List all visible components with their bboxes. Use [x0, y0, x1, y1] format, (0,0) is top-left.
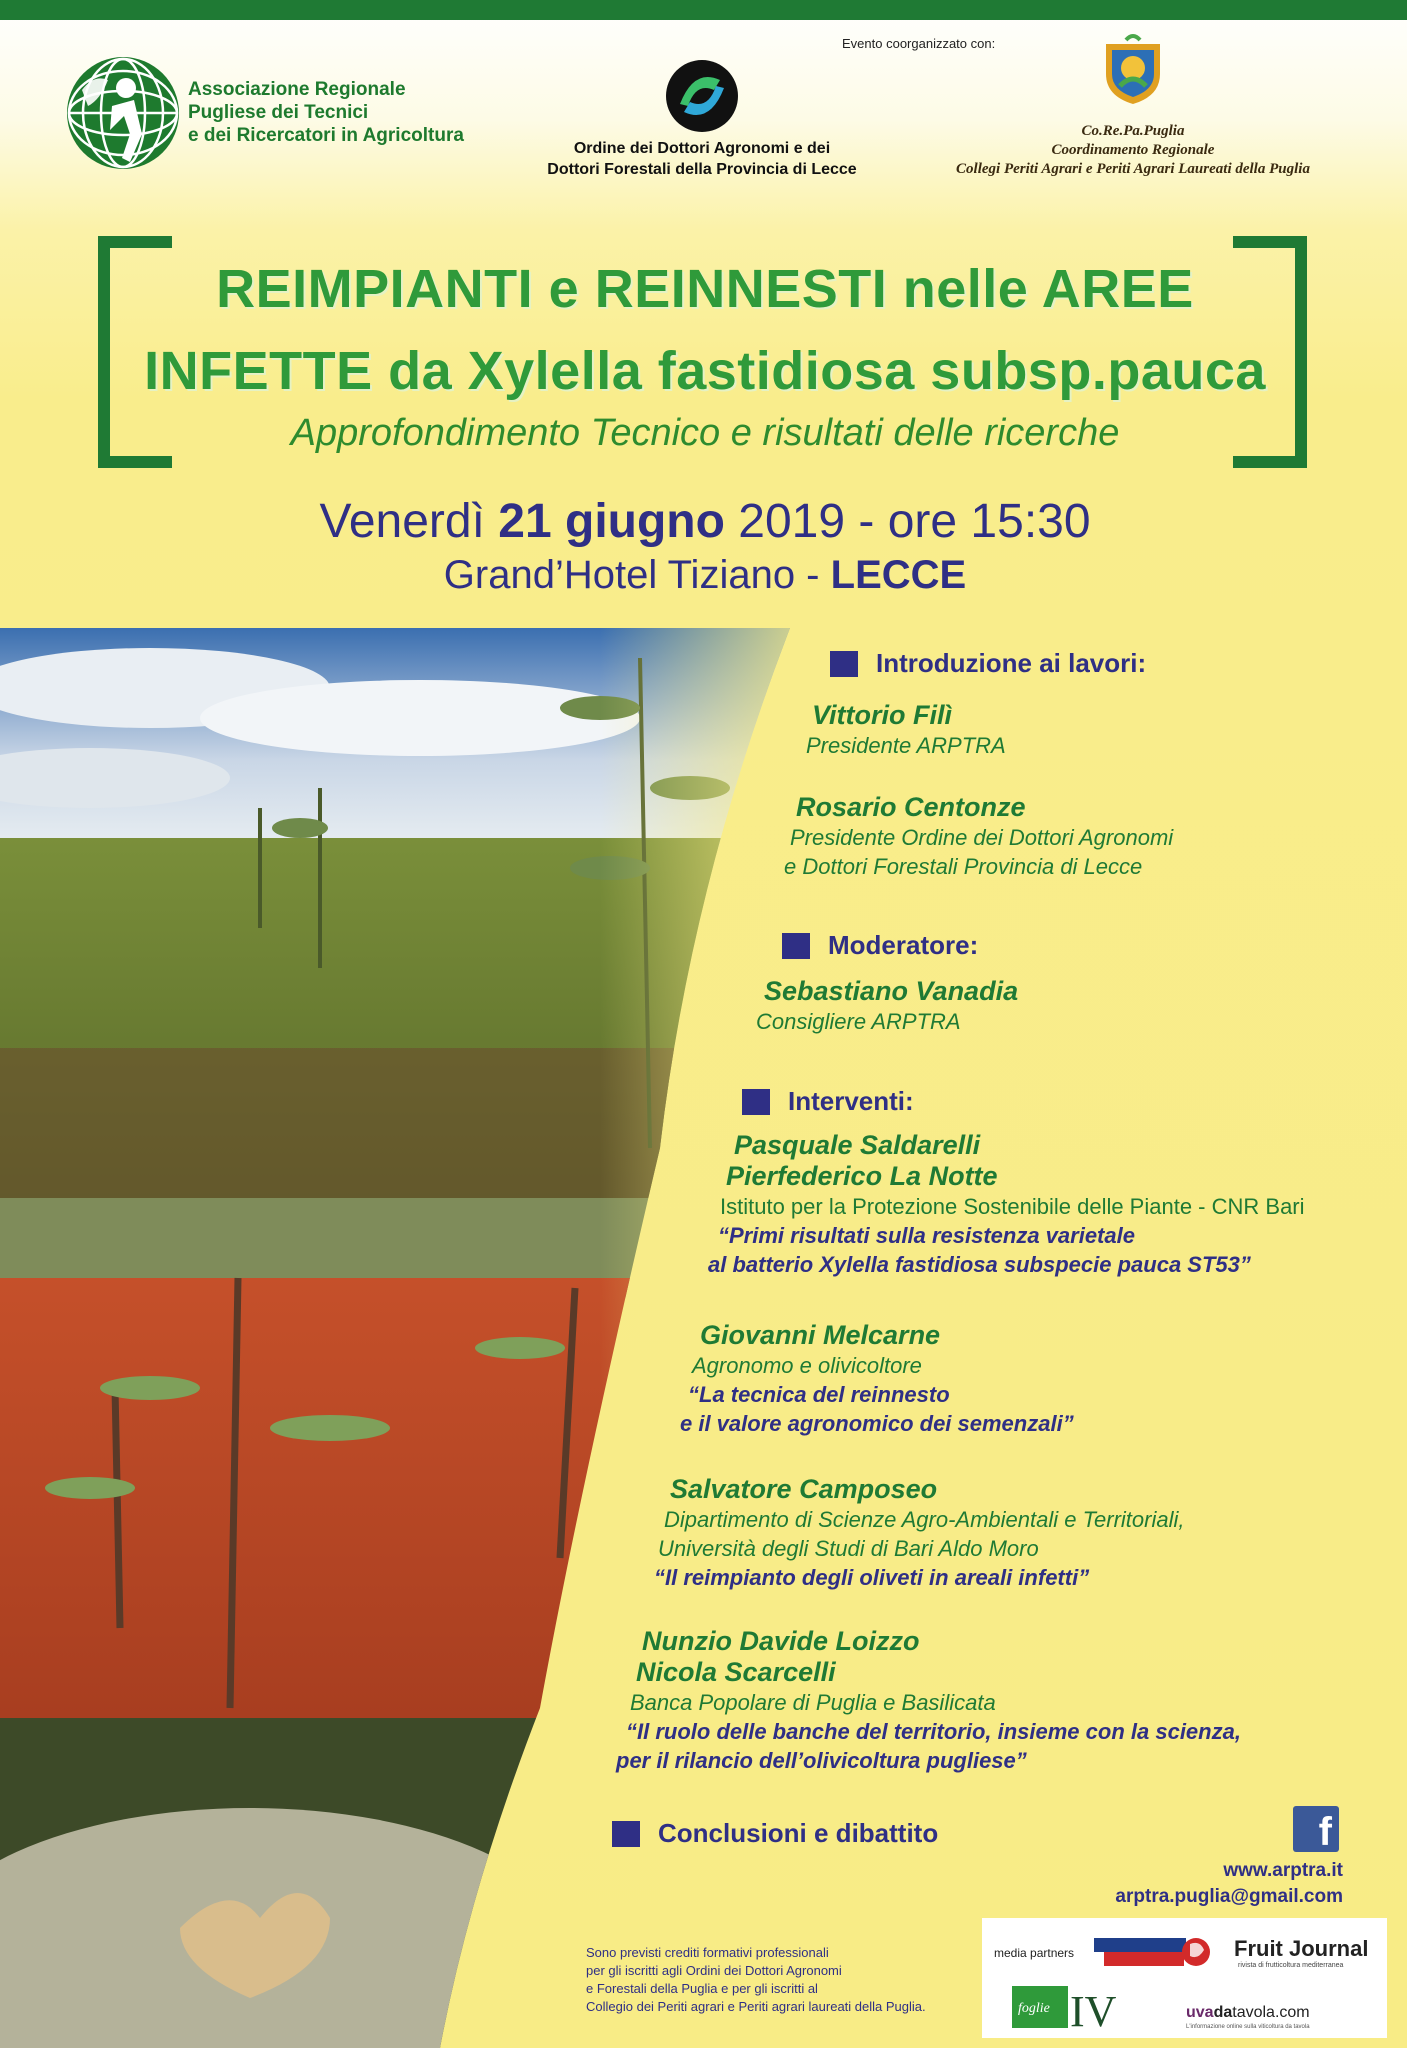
uvadatavola-logo [1186, 2004, 1310, 2022]
svg-text:IV: IV [1070, 1987, 1116, 2030]
fruit-journal-logo: Fruit Journal [1234, 1936, 1369, 1961]
corepa-name-line: Coordinamento Regionale [1051, 142, 1215, 158]
intro-section [830, 648, 1146, 679]
credits-note [586, 1944, 946, 2016]
odaf-name [510, 138, 894, 180]
venue-name: Grand’Hotel Tiziano - [443, 553, 820, 597]
intro-heading-text: Introduzione ai lavori: [876, 648, 1147, 678]
speaker-block [806, 700, 1006, 760]
intro-heading [830, 648, 1146, 679]
corepa-name-line: Collegi Periti Agrari e Periti Agrari Laureati della Puglia [956, 161, 1310, 177]
event-venue [110, 553, 1300, 598]
corepa-name-line: Co.Re.Pa.Puglia [1081, 123, 1185, 139]
closing-section [612, 1818, 938, 1849]
speaker-role: Università degli Studi di Bari Aldo Moro [658, 1536, 1039, 1561]
credits-line: Collegio dei Periti agrari e Periti agrari laureati della Puglia. [586, 1999, 926, 2014]
talk-title: “Il reimpianto degli oliveti in areali infetti” [654, 1565, 1090, 1590]
odaf-name-line: Ordine dei Dottori Agronomi e dei [573, 140, 831, 157]
talks-heading [742, 1086, 914, 1117]
speaker-role: Agronomo e olivicoltore [692, 1353, 922, 1378]
association-name-line: e dei Ricercatori in Agricoltura [188, 125, 464, 146]
talk-title: per il rilancio dell’olivicoltura pugliese” [616, 1748, 1027, 1773]
talk-title: e il valore agronomico dei semenzali” [680, 1411, 1074, 1436]
speaker-role: Dipartimento di Scienze Agro-Ambientali e Territoriali, [664, 1507, 1185, 1532]
event-subtitle: Approfondimento Tecnico e risultati delle ricerche [290, 412, 1120, 454]
uvadatavola-tagline: L'informazione online sulla viticoltura da tavola [1186, 2024, 1310, 2030]
speaker-role: Banca Popolare di Puglia e Basilicata [630, 1690, 996, 1715]
uva-suffix: tavola.com [1232, 2004, 1310, 2021]
speaker-name: Giovanni Melcarne [700, 1320, 941, 1350]
foglie-tv-logo [1012, 1984, 1116, 2030]
closing-heading-text: Conclusioni e dibattito [658, 1818, 939, 1848]
speaker-name: Pierfederico La Notte [726, 1161, 998, 1191]
facebook-icon[interactable]: f [1293, 1806, 1339, 1852]
moderator-section [782, 930, 978, 961]
speaker-block [784, 792, 1174, 881]
association-name-line: Pugliese dei Tecnici [188, 102, 369, 123]
speaker-role: Presidente Ordine dei Dottori Agronomi [790, 825, 1174, 850]
odaf-name-line: Dottori Forestali della Provincia di Lecce [547, 161, 857, 178]
bullet-square-icon [782, 933, 810, 959]
email-link[interactable]: arptra.puglia@gmail.com [1115, 1886, 1343, 1907]
credits-line: Sono previsti crediti formativi professionali [586, 1945, 829, 1960]
speaker-name: Pasquale Saldarelli [734, 1130, 981, 1160]
event-title-line-1: REIMPIANTI e REINNESTI nelle AREE [216, 259, 1194, 319]
uva-mid: da [1213, 2004, 1233, 2021]
talk-block [708, 1130, 1305, 1279]
bullet-square-icon [742, 1089, 770, 1115]
speaker-role: Presidente ARPTRA [806, 733, 1006, 758]
credits-line: per gli iscritti agli Ordini dei Dottori Agronomi [586, 1963, 842, 1978]
speaker-name: Vittorio Filì [812, 700, 952, 730]
arptra-logo [64, 54, 182, 172]
talk-title: “Il ruolo delle banche del territorio, insieme con la scienza, [626, 1719, 1241, 1744]
talk-title: “Primi risultati sulla resistenza varietale [718, 1223, 1135, 1248]
corepa-name [920, 122, 1346, 179]
talk-title: “La tecnica del reinnesto [688, 1382, 950, 1407]
venue-city: LECCE [830, 553, 967, 597]
event-title-line-2: INFETTE da Xylella fastidiosa subsp.pauca [144, 341, 1266, 401]
moderator-heading-text: Moderatore: [828, 930, 979, 960]
talk-block [616, 1626, 1241, 1775]
moderator-block [756, 976, 1019, 1036]
event-date [110, 494, 1300, 549]
uva-prefix: uva [1186, 2004, 1214, 2021]
closing-heading [612, 1818, 938, 1849]
talk-block [654, 1474, 1185, 1592]
speaker-name: Nicola Scarcelli [636, 1657, 836, 1687]
association-name-line: Associazione Regionale [188, 79, 406, 100]
cohost-label: Evento coorganizzato con: [842, 36, 996, 51]
speaker-name: Salvatore Camposeo [670, 1474, 938, 1504]
svg-text:foglie: foglie [1018, 2001, 1050, 2016]
agrimag-news-logo [1094, 1934, 1212, 1970]
talks-heading-text: Interventi: [788, 1086, 914, 1116]
speaker-name: Nunzio Davide Loizzo [642, 1626, 920, 1656]
event-day: Venerdì [319, 495, 485, 548]
website-link[interactable]: www.arptra.it [1223, 1860, 1343, 1881]
speaker-role: e Dottori Forestali Provincia di Lecce [784, 854, 1143, 879]
talk-title: al batterio Xylella fastidiosa subspecie pauca ST53” [708, 1252, 1251, 1277]
speaker-name: Sebastiano Vanadia [764, 976, 1019, 1006]
moderator-heading [782, 930, 978, 961]
bullet-square-icon [830, 651, 858, 677]
credits-line: e Forestali della Puglia e per gli iscritti al [586, 1981, 818, 1996]
event-date-day: 21 giugno [498, 495, 725, 548]
association-name [188, 78, 468, 147]
speaker-role: Consigliere ARPTRA [756, 1009, 961, 1034]
talk-block [680, 1320, 1074, 1438]
top-green-bar [0, 0, 1407, 20]
bullet-square-icon [612, 1821, 640, 1847]
corepa-logo [1100, 34, 1166, 106]
media-partners-box [982, 1918, 1387, 2038]
media-partners-label: media partners [994, 1946, 1075, 1960]
odaf-lecce-logo [664, 58, 740, 134]
event-year-time: 2019 - ore 15:30 [738, 495, 1091, 548]
talks-section [742, 1086, 914, 1117]
speaker-name: Rosario Centonze [796, 792, 1026, 822]
speaker-role: Istituto per la Protezione Sostenibile delle Piante - CNR Bari [720, 1194, 1305, 1219]
fruit-journal-tagline: rivista di frutticoltura mediterranea [1238, 1962, 1344, 1969]
